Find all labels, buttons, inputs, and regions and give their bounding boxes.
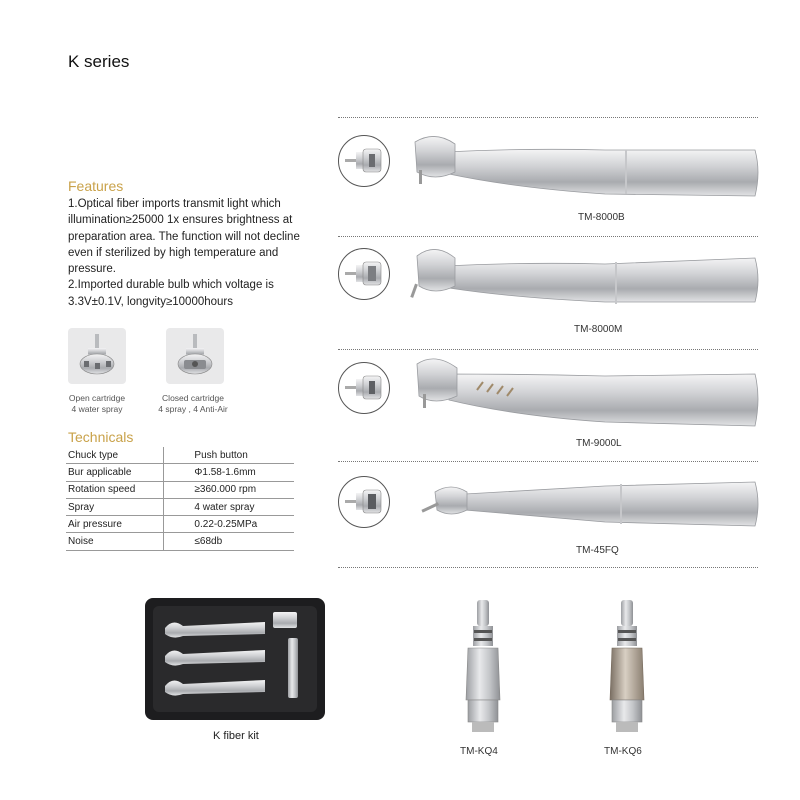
spec-value: 0.22-0.25MPa	[164, 516, 294, 533]
table-row	[66, 516, 294, 533]
handpiece-image	[405, 470, 760, 540]
handpiece-model-label: TM-45FQ	[576, 545, 619, 556]
features-line: even if sterilized by high temperature and	[68, 246, 279, 259]
table-row	[66, 498, 294, 515]
features-line: pressure.	[68, 263, 116, 276]
cartridge-icon	[339, 136, 389, 186]
spec-label: Spray	[66, 498, 164, 515]
cartridge-icon	[339, 363, 389, 413]
coupler-model-label: TM-KQ4	[460, 746, 498, 757]
spec-label: Noise	[66, 533, 164, 550]
features-text	[68, 196, 308, 310]
spec-label: Rotation speed	[66, 481, 164, 498]
cartridge-zoom-circle	[338, 476, 390, 528]
table-row	[66, 447, 294, 464]
spec-value: Φ1.58-1.6mm	[164, 464, 294, 481]
table-row	[66, 533, 294, 550]
spec-label: Chuck type	[66, 447, 164, 464]
cartridge-detail: 4 water spray	[71, 404, 123, 414]
cartridge-zoom-circle	[338, 135, 390, 187]
spec-label: Air pressure	[66, 516, 164, 533]
handpiece-model-label: TM-8000B	[578, 212, 625, 223]
features-line: 2.Imported durable bulb which voltage is	[68, 279, 274, 292]
kit-label: K fiber kit	[213, 730, 259, 742]
page-title: K series	[68, 52, 130, 71]
open-cartridge-image	[68, 328, 126, 384]
divider	[338, 349, 758, 350]
cartridge-icon	[339, 477, 389, 527]
features-line: 3.3V±0.1V, longvity≥10000hours	[68, 295, 234, 308]
features-line: 1.Optical fiber imports transmit light which	[68, 198, 281, 210]
features-heading: Features	[68, 178, 124, 194]
coupler-image	[458, 596, 508, 742]
divider	[338, 117, 758, 118]
open-cartridge-caption	[52, 393, 142, 415]
closed-cartridge-image	[166, 328, 224, 384]
divider	[338, 461, 758, 462]
cartridge-icon	[166, 328, 224, 384]
spec-value: Push button	[164, 447, 294, 464]
handpiece-model-label: TM-9000L	[576, 438, 622, 449]
technicals-heading: Technicals	[68, 429, 134, 445]
cartridge-name: Open cartridge	[68, 393, 126, 403]
spec-label: Bur applicable	[66, 464, 164, 481]
features-line: illumination≥25000 1x ensures brightness at	[68, 214, 293, 227]
divider	[338, 236, 758, 237]
handpiece-model-label: TM-8000M	[574, 324, 623, 335]
divider	[338, 567, 758, 568]
cartridge-icon	[68, 328, 126, 384]
handpiece-image	[405, 240, 760, 320]
table-row	[66, 481, 294, 498]
coupler-image	[602, 596, 652, 742]
closed-cartridge-caption	[148, 393, 238, 415]
cartridge-detail: 4 spray , 4 Anti-Air	[158, 404, 228, 414]
handpiece-image	[405, 128, 760, 206]
technicals-table	[66, 447, 294, 551]
cartridge-zoom-circle	[338, 362, 390, 414]
handpiece-image	[405, 354, 760, 432]
coupler-model-label: TM-KQ6	[604, 746, 642, 757]
cartridge-name: Closed cartridge	[162, 393, 224, 403]
spec-value: ≥360.000 rpm	[164, 481, 294, 498]
cartridge-zoom-circle	[338, 248, 390, 300]
table-row	[66, 464, 294, 481]
kit-case-image	[145, 598, 325, 720]
spec-value: 4 water spray	[164, 498, 294, 515]
spec-value: ≤68db	[164, 533, 294, 550]
cartridge-icon	[339, 249, 389, 299]
features-line: preparation area. The function will not decline	[68, 230, 300, 243]
